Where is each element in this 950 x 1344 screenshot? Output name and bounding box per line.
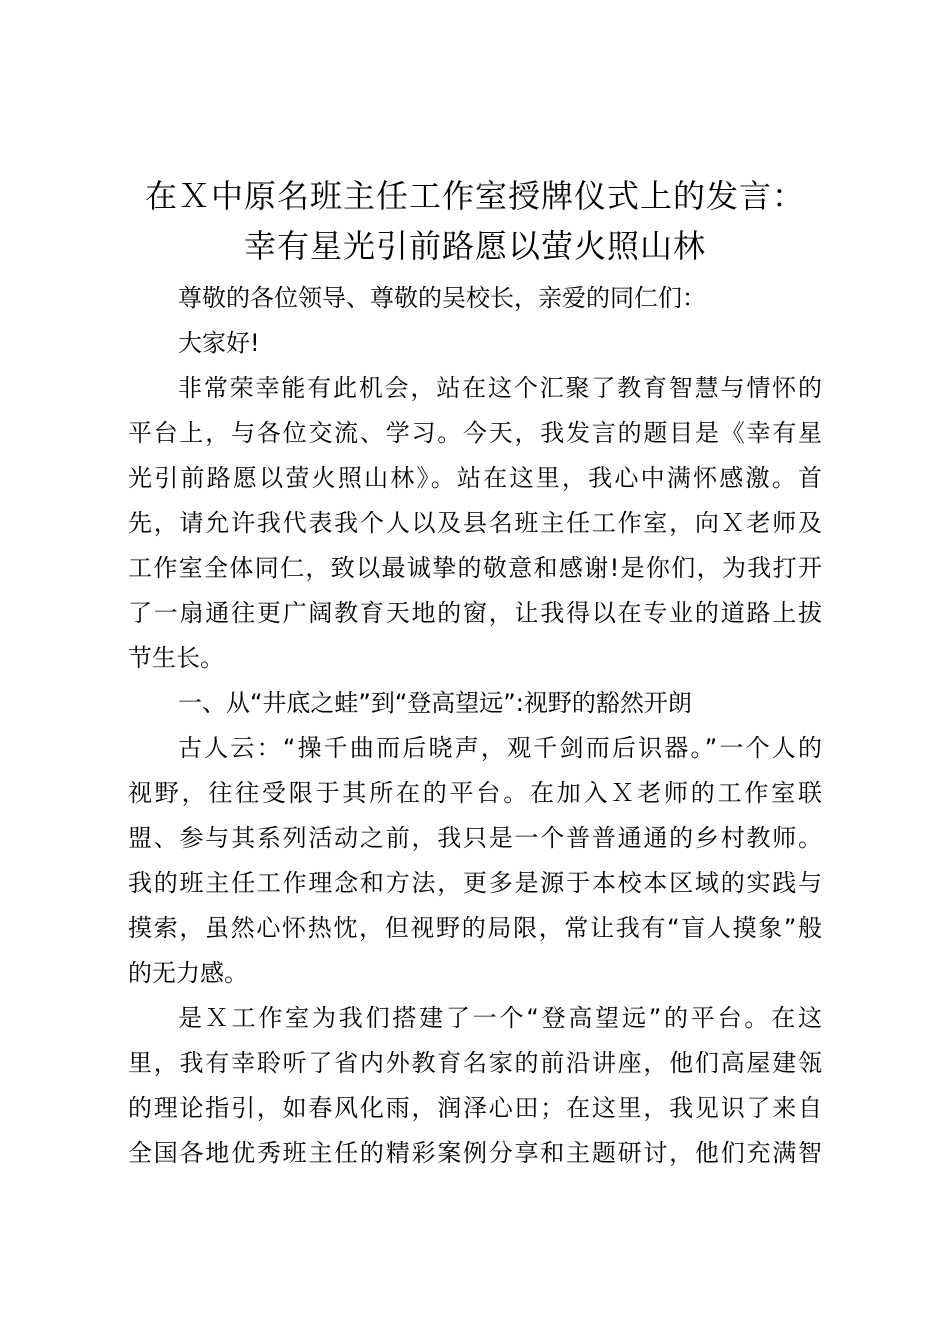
text-line: 非常荣幸能有此机会，站在这个汇聚了教育智慧与情怀的 bbox=[178, 374, 822, 402]
text-line: 全国各地优秀班主任的精彩案例分享和主题研讨，他们充满智 bbox=[128, 1139, 822, 1167]
text-line: 先，请允许我代表我个人以及县名班主任工作室，向Ｘ老师及 bbox=[128, 509, 822, 537]
section-heading bbox=[128, 681, 822, 726]
text-line: 里，我有幸聆听了省内外教育名家的前沿讲座，他们高屋建瓴 bbox=[128, 1049, 822, 1077]
text-line: 尊敬的各位领导、尊敬的吴校长，亲爱的同仁们： bbox=[178, 284, 706, 312]
paragraph bbox=[128, 996, 822, 1176]
text-line: 大家好! bbox=[178, 329, 260, 357]
text-line: 古人云：“操千曲而后晓声，观千剑而后识器。”一个人的 bbox=[178, 734, 822, 762]
text-line: 是Ｘ工作室为我们搭建了一个“登高望远”的平台。在这 bbox=[178, 1004, 822, 1032]
text-line: 节生长。 bbox=[128, 644, 224, 672]
text-line: 工作室全体同仁，致以最诚挚的敬意和感谢!是你们，为我打开 bbox=[128, 554, 822, 582]
document-title-line-1: 在Ｘ中原名班主任工作室授牌仪式上的发言： bbox=[144, 177, 805, 215]
document-title-line-2: 幸有星光引前路愿以萤火照山林 bbox=[243, 227, 706, 265]
text-line: 视野，往往受限于其所在的平台。在加入Ｘ老师的工作室联 bbox=[128, 779, 822, 807]
paragraph bbox=[128, 276, 822, 321]
text-line: 的理论指引，如春风化雨，润泽心田；在这里，我见识了来自 bbox=[128, 1094, 822, 1122]
text-line: 一、从“井底之蛙”到“登高望远”:视野的豁然开朗 bbox=[178, 689, 692, 717]
text-line: 平台上，与各位交流、学习。今天，我发言的题目是《幸有星 bbox=[128, 419, 822, 447]
paragraph bbox=[128, 366, 822, 681]
paragraph bbox=[128, 726, 822, 996]
text-line: 了一扇通往更广阔教育天地的窗，让我得以在专业的道路上拔 bbox=[128, 599, 822, 627]
text-line: 摸索，虽然心怀热忱，但视野的局限，常让我有“盲人摸象”般 bbox=[128, 914, 822, 942]
document-body bbox=[128, 276, 822, 1176]
text-line: 我的班主任工作理念和方法，更多是源于本校本区域的实践与 bbox=[128, 869, 822, 897]
text-line: 光引前路愿以萤火照山林》。站在这里，我心中满怀感激。首 bbox=[128, 464, 822, 492]
text-line: 的无力感。 bbox=[128, 959, 248, 987]
paragraph bbox=[128, 321, 822, 366]
text-line: 盟、参与其系列活动之前，我只是一个普普通通的乡村教师。 bbox=[128, 824, 822, 852]
